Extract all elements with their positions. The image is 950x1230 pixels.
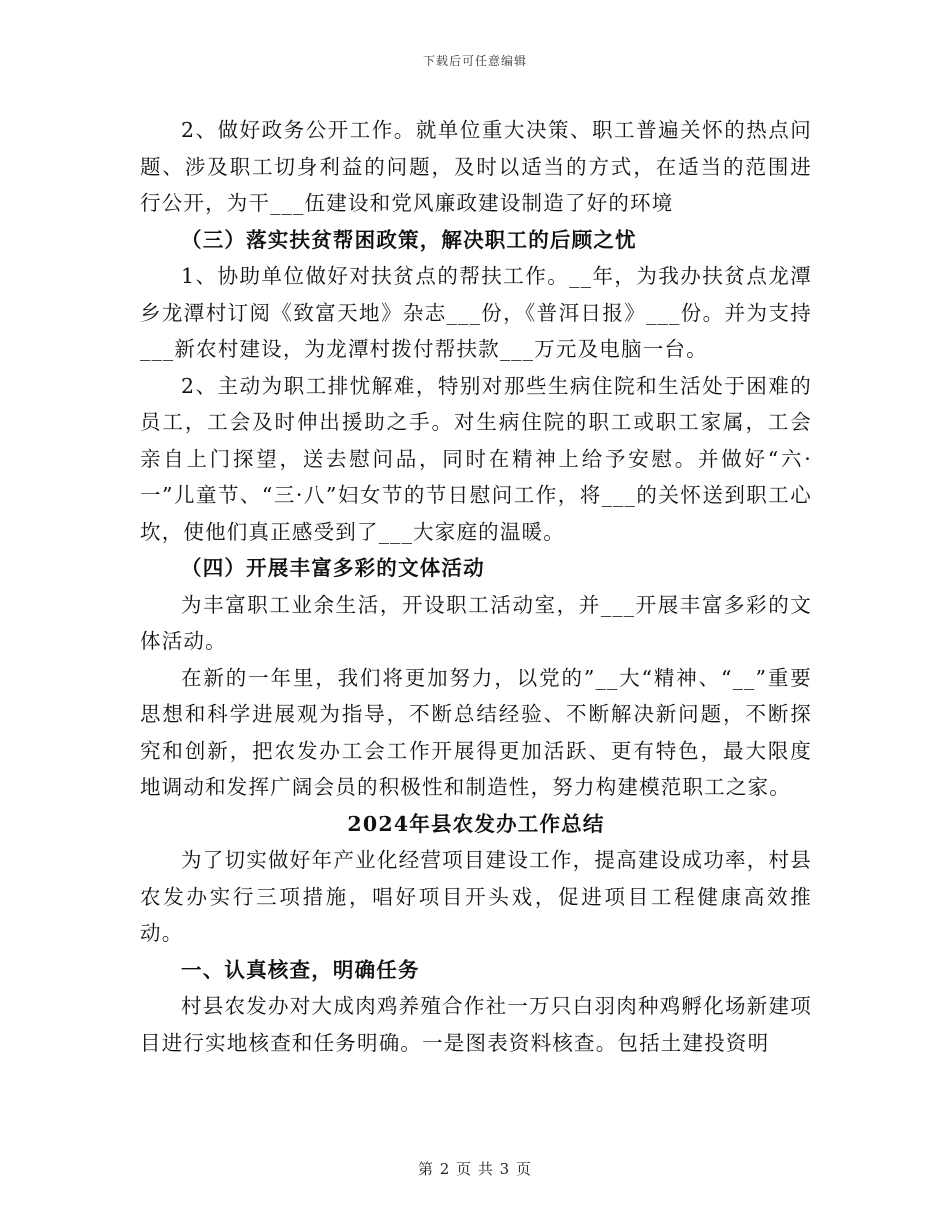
section-heading: 一、认真核查，明确任务 [181,957,420,982]
paragraph: 2、主动为职工排忧解难，特别对那些生病住院和生活处于困难的员工，工会及时伸出援助之手。对生病住院的职工或职工家属，工会亲自上门探望，送去慰问品，同时在精神上给予安慰。并做好“六·一”儿童节、“三·八”妇女节的节日慰问工作，将___的关怀送到职工心坎，使他们真正感受到了___大家庭的温暖。 [140,373,812,544]
paragraph: 为丰富职工业余生活，开设职工活动室，并___开展丰富多彩的文体活动。 [140,592,812,653]
document-body [140,112,812,1061]
document-title: 2024年县农发办工作总结 [347,811,605,836]
page-header: 下载后可任意编辑 [422,54,527,68]
paragraph: 1、协助单位做好对扶贫点的帮扶工作。__年，为我办扶贫点龙潭乡龙潭村订阅《致富天地》杂志___份，《普洱日报》___份。并为支持___新农村建设，为龙潭村拨付帮扶款___万元及电脑一台。 [140,264,812,361]
paragraph: 在新的一年里，我们将更加努力，以党的”__大“精神、“__”重要思想和科学进展观为指导，不断总结经验、不断解决新问题，不断探究和创新，把农发办工会工作开展得更加活跃、更有特色，最大限度地调动和发挥广阔会员的积极性和制造性，努力构建模范职工之家。 [140,665,812,799]
section-heading: （四）开展丰富多彩的文体活动 [181,556,485,580]
paragraph: 为了切实做好年产业化经营项目建设工作，提高建设成功率，村县农发办实行三项措施，唱好项目开头戏，促进项目工程健康高效推动。 [140,848,812,945]
paragraph: 村县农发办对大成肉鸡养殖合作社一万只白羽肉种鸡孵化场新建项目进行实地核查和任务明确。一是图表资料核查。包括土建投资明 [140,994,812,1055]
paragraph: 2、做好政务公开工作。就单位重大决策、职工普遍关怀的热点问题、涉及职工切身利益的问题，及时以适当的方式，在适当的范围进行公开，为干___伍建设和党风廉政建设制造了好的环境 [140,118,812,215]
section-heading: （三）落实扶贫帮困政策，解决职工的后顾之忧 [181,227,637,252]
page-footer: 第 2 页 共 3 页 [418,1160,532,1178]
